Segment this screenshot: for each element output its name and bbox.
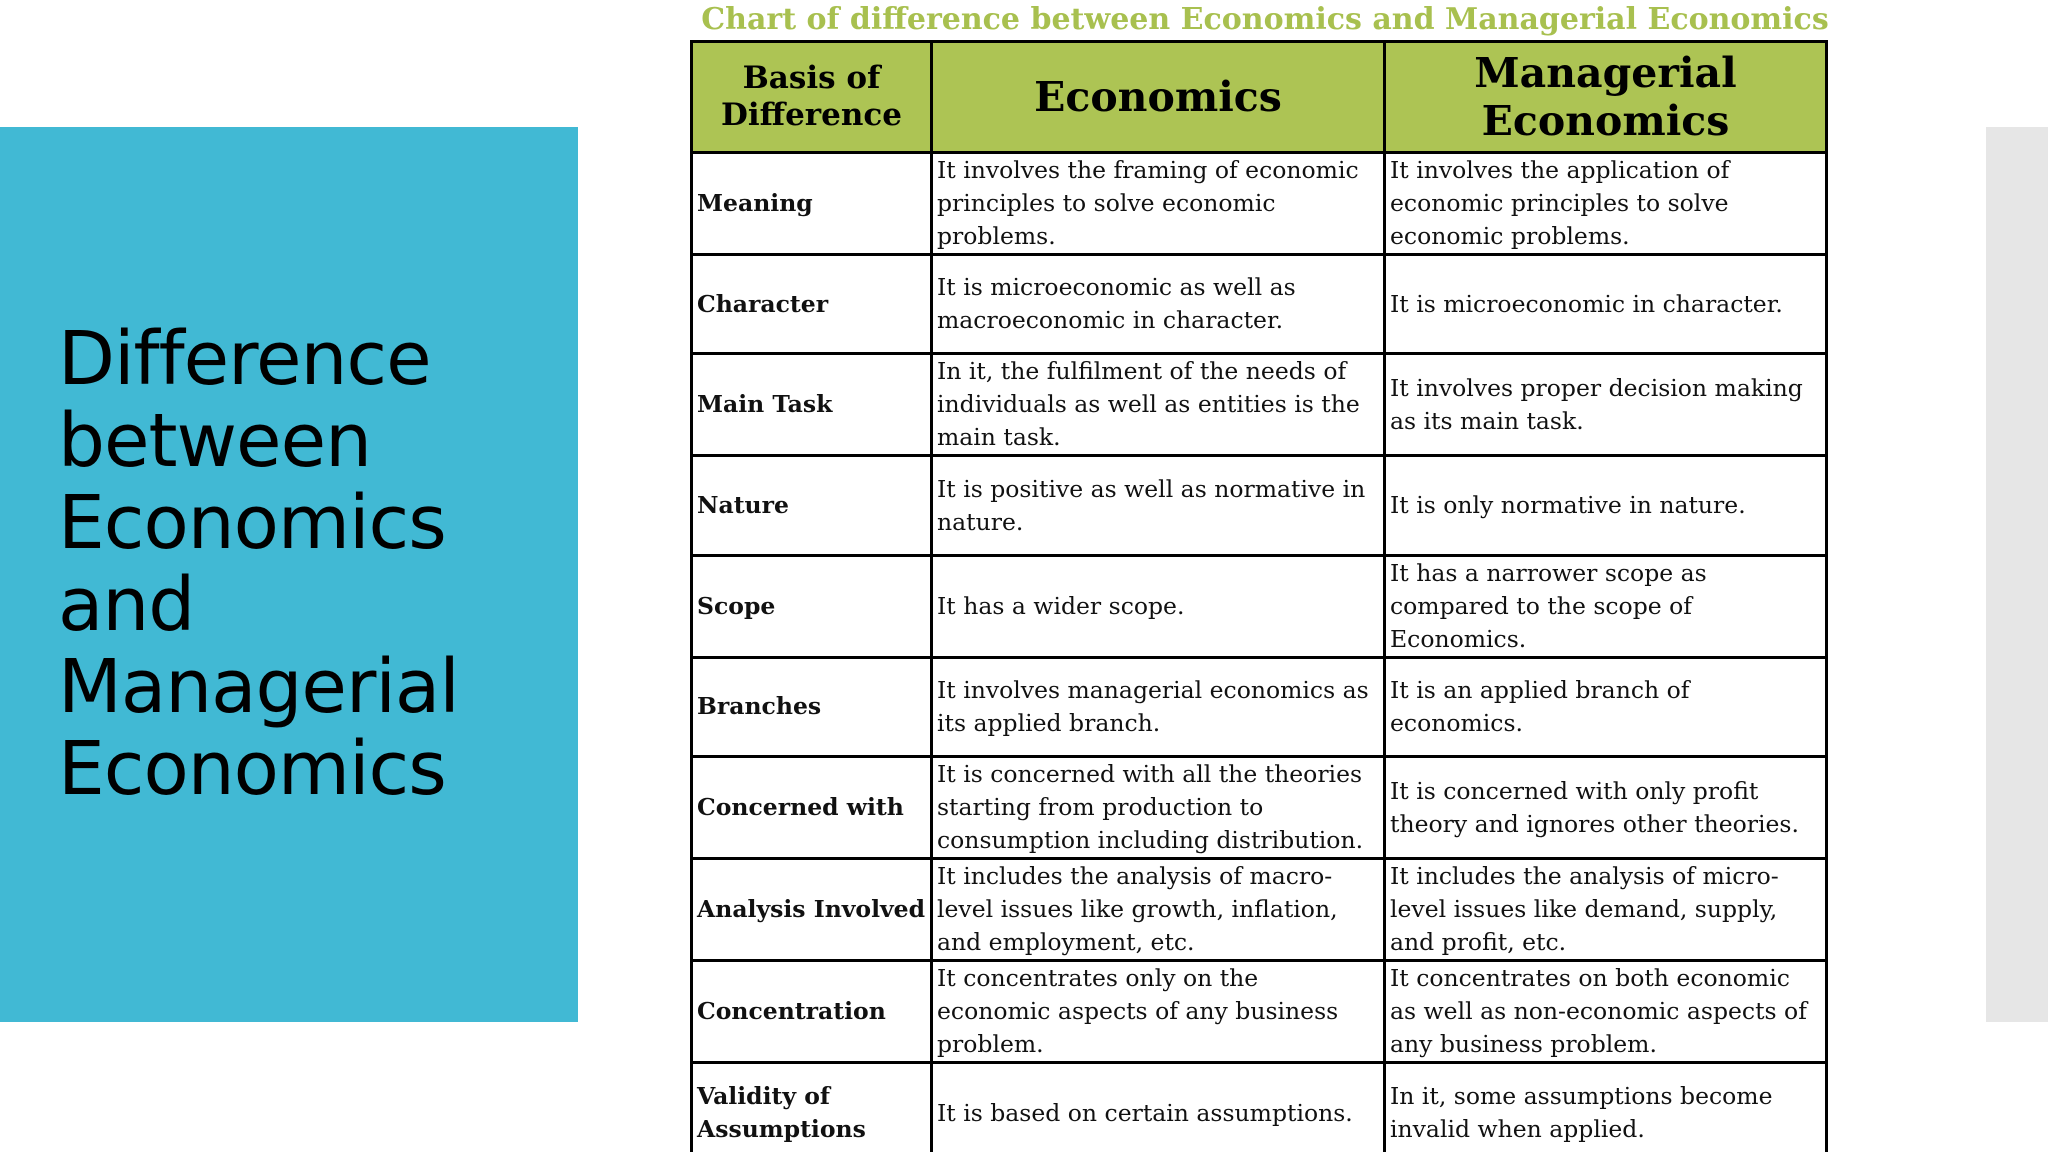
managerial-cell: It involves proper decision making as its main task. (1385, 354, 1827, 456)
economics-cell: It is concerned with all the theories starting from production to consumption including distribution. (932, 757, 1385, 859)
economics-cell: It is based on certain assumptions. (932, 1063, 1385, 1152)
basis-cell: Character (692, 255, 932, 354)
managerial-cell: It involves the application of economic principles to solve economic problems. (1385, 153, 1827, 255)
economics-cell: It involves the framing of economic principles to solve economic problems. (932, 153, 1385, 255)
basis-cell: Concentration (692, 961, 932, 1063)
economics-cell: It is microeconomic as well as macroeconomic in character. (932, 255, 1385, 354)
slide-title: Difference between Economics and Managerial Economics (58, 316, 459, 812)
economics-cell: In it, the fulfilment of the needs of individuals as well as entities is the main task. (932, 354, 1385, 456)
managerial-cell: It concentrates on both economic as well as non-economic aspects of any business problem. (1385, 961, 1827, 1063)
economics-cell: It includes the analysis of macro-level issues like growth, inflation, and employment, etc. (932, 859, 1385, 961)
basis-cell: Main Task (692, 354, 932, 456)
basis-cell: Meaning (692, 153, 932, 255)
basis-cell: Branches (692, 657, 932, 756)
header-managerial-economics: Managerial Economics (1385, 42, 1827, 153)
economics-cell: It has a wider scope. (932, 555, 1385, 657)
table-row (692, 555, 1827, 657)
managerial-cell: In it, some assumptions become invalid when applied. (1385, 1063, 1827, 1152)
table-row (692, 859, 1827, 961)
table-row (692, 456, 1827, 555)
table-row (692, 255, 1827, 354)
table-row (692, 757, 1827, 859)
chart-title: Chart of difference between Economics and Managerial Economics (701, 2, 1829, 37)
basis-cell: Validity of Assumptions (692, 1063, 932, 1152)
basis-cell: Nature (692, 456, 932, 555)
table-header-row (692, 42, 1827, 153)
table-row (692, 354, 1827, 456)
basis-cell: Analysis Involved (692, 859, 932, 961)
managerial-cell: It is an applied branch of economics. (1385, 657, 1827, 756)
comparison-table (690, 40, 1828, 1152)
managerial-cell: It is only normative in nature. (1385, 456, 1827, 555)
economics-cell: It is positive as well as normative in nature. (932, 456, 1385, 555)
economics-cell: It concentrates only on the economic aspects of any business problem. (932, 961, 1385, 1063)
basis-cell: Concerned with (692, 757, 932, 859)
table-row (692, 961, 1827, 1063)
header-basis: Basis of Difference (692, 42, 932, 153)
header-economics: Economics (932, 42, 1385, 153)
right-decorative-bar (1986, 127, 2048, 1022)
economics-cell: It involves managerial economics as its applied branch. (932, 657, 1385, 756)
table-row (692, 657, 1827, 756)
basis-cell: Scope (692, 555, 932, 657)
managerial-cell: It has a narrower scope as compared to the scope of Economics. (1385, 555, 1827, 657)
managerial-cell: It is concerned with only profit theory and ignores other theories. (1385, 757, 1827, 859)
managerial-cell: It includes the analysis of micro-level issues like demand, supply, and profit, etc. (1385, 859, 1827, 961)
managerial-cell: It is microeconomic in character. (1385, 255, 1827, 354)
table-row (692, 1063, 1827, 1152)
table-row (692, 153, 1827, 255)
